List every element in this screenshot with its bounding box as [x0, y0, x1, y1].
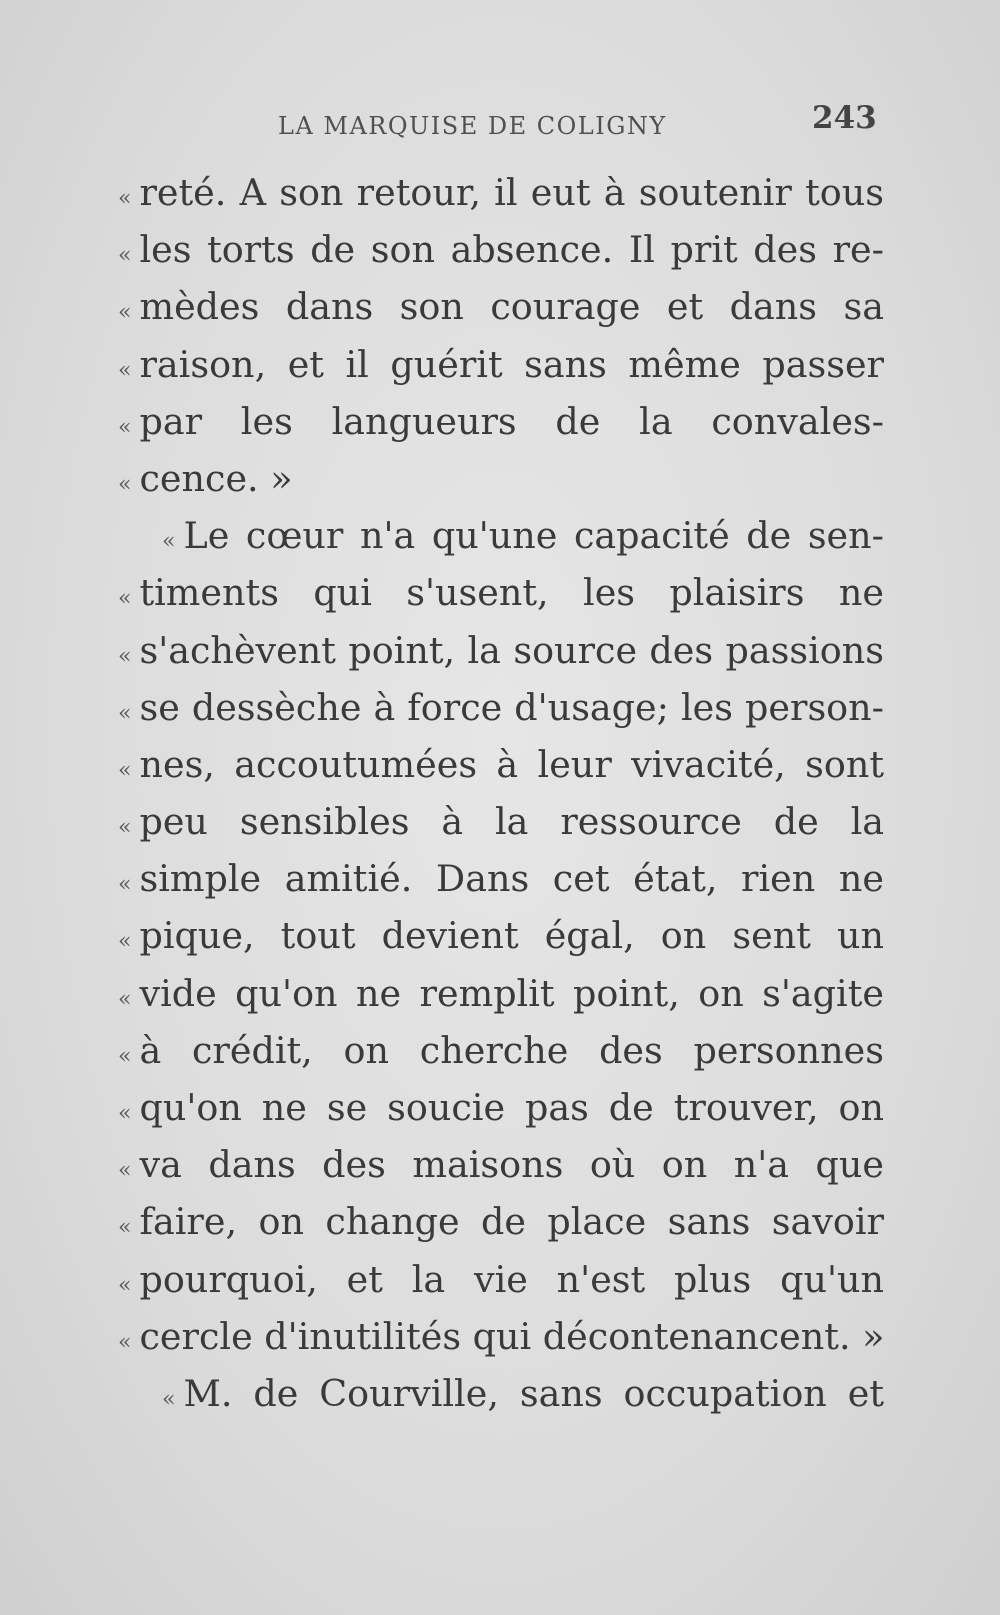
- text-line: [118, 679, 884, 736]
- text-line: [118, 736, 884, 793]
- line-text: se dessèche à force d'usage; les person-: [139, 685, 884, 729]
- quote-mark: «: [118, 929, 132, 955]
- line-text: mèdes dans son courage et dans sa: [139, 285, 884, 329]
- text-line: [118, 507, 884, 564]
- quote-mark: «: [118, 986, 132, 1012]
- quote-mark: «: [118, 1158, 132, 1184]
- quote-mark: «: [118, 757, 132, 783]
- line-text: pourquoi, et la vie n'est plus qu'un: [139, 1257, 884, 1301]
- line-text: timents qui s'usent, les plaisirs ne: [139, 571, 884, 615]
- text-line: [118, 793, 884, 850]
- quote-mark: «: [118, 471, 132, 497]
- line-text: M. de Courville, sans occupation et: [183, 1371, 884, 1415]
- line-text: par les langueurs de la convales-: [139, 399, 884, 443]
- text-line: [118, 393, 884, 450]
- text-line: [118, 622, 884, 679]
- line-text: les torts de son absence. Il prit des re-: [139, 228, 884, 272]
- body-text: [118, 164, 884, 1422]
- text-line: [118, 1022, 884, 1079]
- quote-mark: «: [118, 1272, 132, 1298]
- quote-mark: «: [118, 1101, 132, 1126]
- running-title: LA MARQUISE DE COLIGNY: [278, 112, 667, 140]
- text-line: [118, 1251, 884, 1308]
- quote-mark: «: [118, 872, 132, 898]
- line-text: cercle d'inutilités qui décontenancent. »: [139, 1314, 884, 1358]
- line-text: à crédit, on cherche des personnes: [139, 1028, 884, 1072]
- quote-mark: «: [118, 414, 132, 440]
- text-line: [118, 336, 884, 393]
- quote-mark: «: [118, 586, 132, 612]
- line-text: s'achèvent point, la source des passions: [139, 628, 884, 672]
- text-line: [118, 164, 884, 221]
- line-text: cence. »: [139, 456, 293, 500]
- quote-mark: «: [118, 700, 132, 726]
- page-number: 243: [812, 100, 877, 136]
- line-text: reté. A son retour, il eut à soutenir tous: [139, 171, 884, 214]
- line-text: qu'on ne se soucie pas de trouver, on: [139, 1086, 884, 1129]
- text-line: [118, 221, 884, 278]
- quote-mark: «: [118, 1215, 132, 1241]
- quote-mark: «: [118, 643, 132, 669]
- quote-mark: «: [118, 815, 132, 841]
- quote-mark: «: [118, 186, 132, 211]
- quote-mark: «: [118, 300, 132, 326]
- quote-mark: «: [118, 1329, 132, 1355]
- page-header: [0, 100, 1000, 150]
- quote-mark: «: [162, 1386, 176, 1412]
- text-line: [118, 1193, 884, 1250]
- line-text: faire, on change de place sans savoir: [139, 1200, 884, 1244]
- line-text: nes, accoutumées à leur vivacité, sont: [139, 742, 884, 786]
- line-text: vide qu'on ne remplit point, on s'agite: [139, 971, 884, 1015]
- quote-mark: «: [162, 529, 176, 555]
- text-line: [118, 450, 884, 507]
- quote-mark: «: [118, 357, 132, 383]
- line-text: peu sensibles à la ressource de la: [139, 800, 884, 844]
- text-line: [118, 850, 884, 907]
- text-line: [118, 1308, 884, 1365]
- text-line: [118, 564, 884, 621]
- text-line: [118, 1136, 884, 1193]
- text-line: [118, 278, 884, 335]
- line-text: pique, tout devient égal, on sent un: [139, 914, 884, 958]
- quote-mark: «: [118, 243, 132, 269]
- line-text: raison, et il guérit sans même passer: [139, 342, 884, 386]
- line-text: simple amitié. Dans cet état, rien ne: [139, 857, 884, 901]
- text-line: [118, 907, 884, 964]
- text-line: [118, 1079, 884, 1136]
- text-line: [118, 965, 884, 1022]
- line-text: va dans des maisons où on n'a que: [139, 1143, 884, 1187]
- text-line: [118, 1365, 884, 1422]
- quote-mark: «: [118, 1043, 132, 1069]
- line-text: Le cœur n'a qu'une capacité de sen-: [183, 514, 884, 558]
